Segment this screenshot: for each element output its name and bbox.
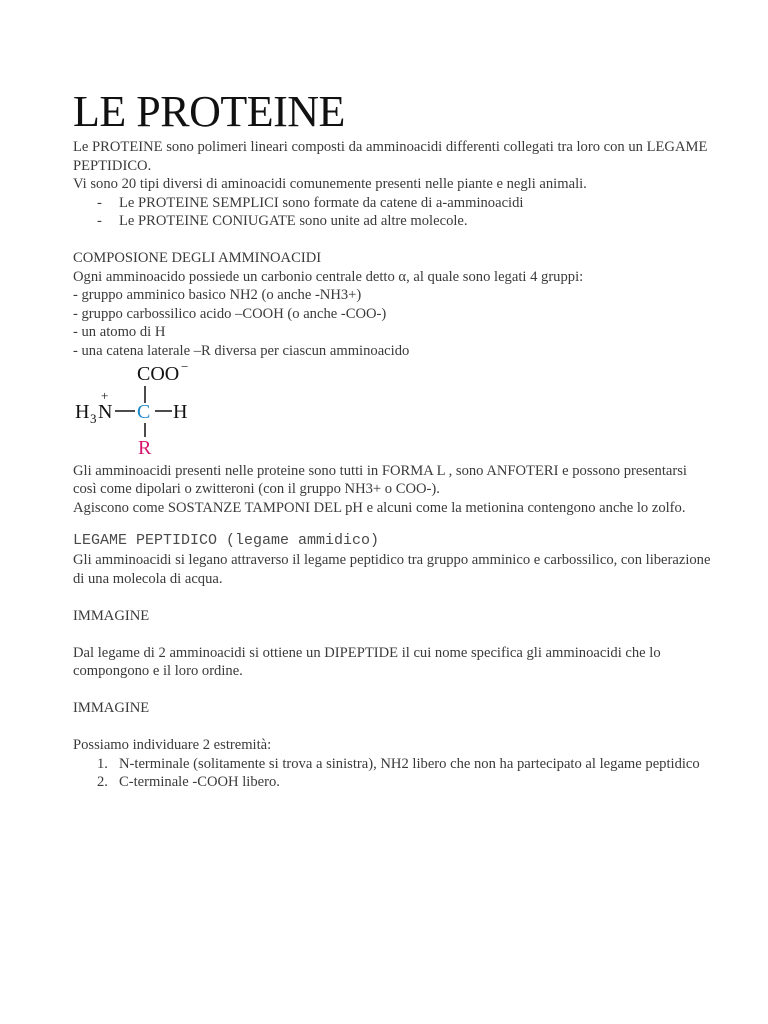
hydrogen-label: H [173,401,188,423]
list-item-text: C-terminale -COOH libero. [119,774,280,790]
list-item [73,212,713,231]
list-item-text: Le PROTEINE CONIUGATE sono unite ad altre molecole. [119,213,468,229]
dipeptide-paragraph: Dal legame di 2 amminoacidi si ottiene un DIPEPTIDE il cui nome specifica gli amminoacidi che lo compongono e il loro ordine. [73,644,661,679]
properties-paragraph-2: Agiscono come SOSTANZE TAMPONI DEL pH e alcuni come la metionina contengono anche lo zolfo. [73,499,686,516]
composition-heading: COMPOSIONE DEGLI AMMINOACIDI [73,250,322,266]
composition-line: - gruppo carbossilico acido –COOH (o anche -COO-) [73,305,387,322]
peptide-heading: LEGAME PEPTIDICO (legame ammidico) [73,532,380,549]
peptide-paragraph: Gli amminoacidi si legano attraverso il legame peptidico tra gruppo amminico e carbossilico, con liberazione di una molecola di acqua. [73,552,711,587]
amino-subscript: 3 [90,411,97,426]
amino-h-label: H [75,401,90,423]
carboxyl-label: COO [137,363,180,385]
amino-acid-structure-diagram [73,360,195,456]
properties-paragraph: Gli amminoacidi presenti nelle proteine sono tutti in FORMA L , sono ANFOTERI e possono presentarsi così come dipolari o zwitteroni (con il gruppo NH3+ o COO-). [73,462,687,497]
dash-bullet: - [97,213,102,229]
list-item-text: Le PROTEINE SEMPLICI sono formate da catene di a-amminoacidi [119,194,524,211]
page-title: LE PROTEINE [73,87,345,136]
composition-line: Ogni amminoacido possiede un carbonio centrale detto α, al quale sono legati 4 gruppi: [73,268,584,285]
list-item [73,194,713,213]
composition-line: - un atomo di H [73,324,166,340]
image-placeholder: IMMAGINE [73,607,150,624]
intro-paragraph: Le PROTEINE sono polimeri lineari composti da amminoacidi differenti collegati tra loro con un LEGAME PEPTIDICO. [73,139,708,174]
amino-charge: + [101,388,109,403]
image-placeholder: IMMAGINE [73,700,150,716]
carboxyl-charge: − [181,360,189,374]
extremities-list [73,755,713,792]
amino-n-label: N [98,401,113,423]
document-page [73,86,713,792]
list-item-text: N-terminale (solitamente si trova a sinistra), NH2 libero che non ha partecipato al legame peptidico [119,755,700,772]
extremities-paragraph: Possiamo individuare 2 estremità: [73,737,272,753]
list-number: 1. [97,755,108,772]
protein-types-list [73,194,713,231]
r-group-label: R [138,437,152,456]
dash-bullet: - [97,194,102,211]
composition-line: - gruppo amminico basico NH2 (o anche -NH3+) [73,287,362,303]
list-item [73,773,713,792]
alpha-carbon-label: C [137,401,151,423]
list-number: 2. [97,774,108,790]
composition-line: - una catena laterale –R diversa per ciascun amminoacido [73,342,410,359]
list-item [73,755,713,774]
intro-paragraph-2: Vi sono 20 tipi diversi di aminoacidi comunemente presenti nelle piante e negli animali. [73,176,587,192]
